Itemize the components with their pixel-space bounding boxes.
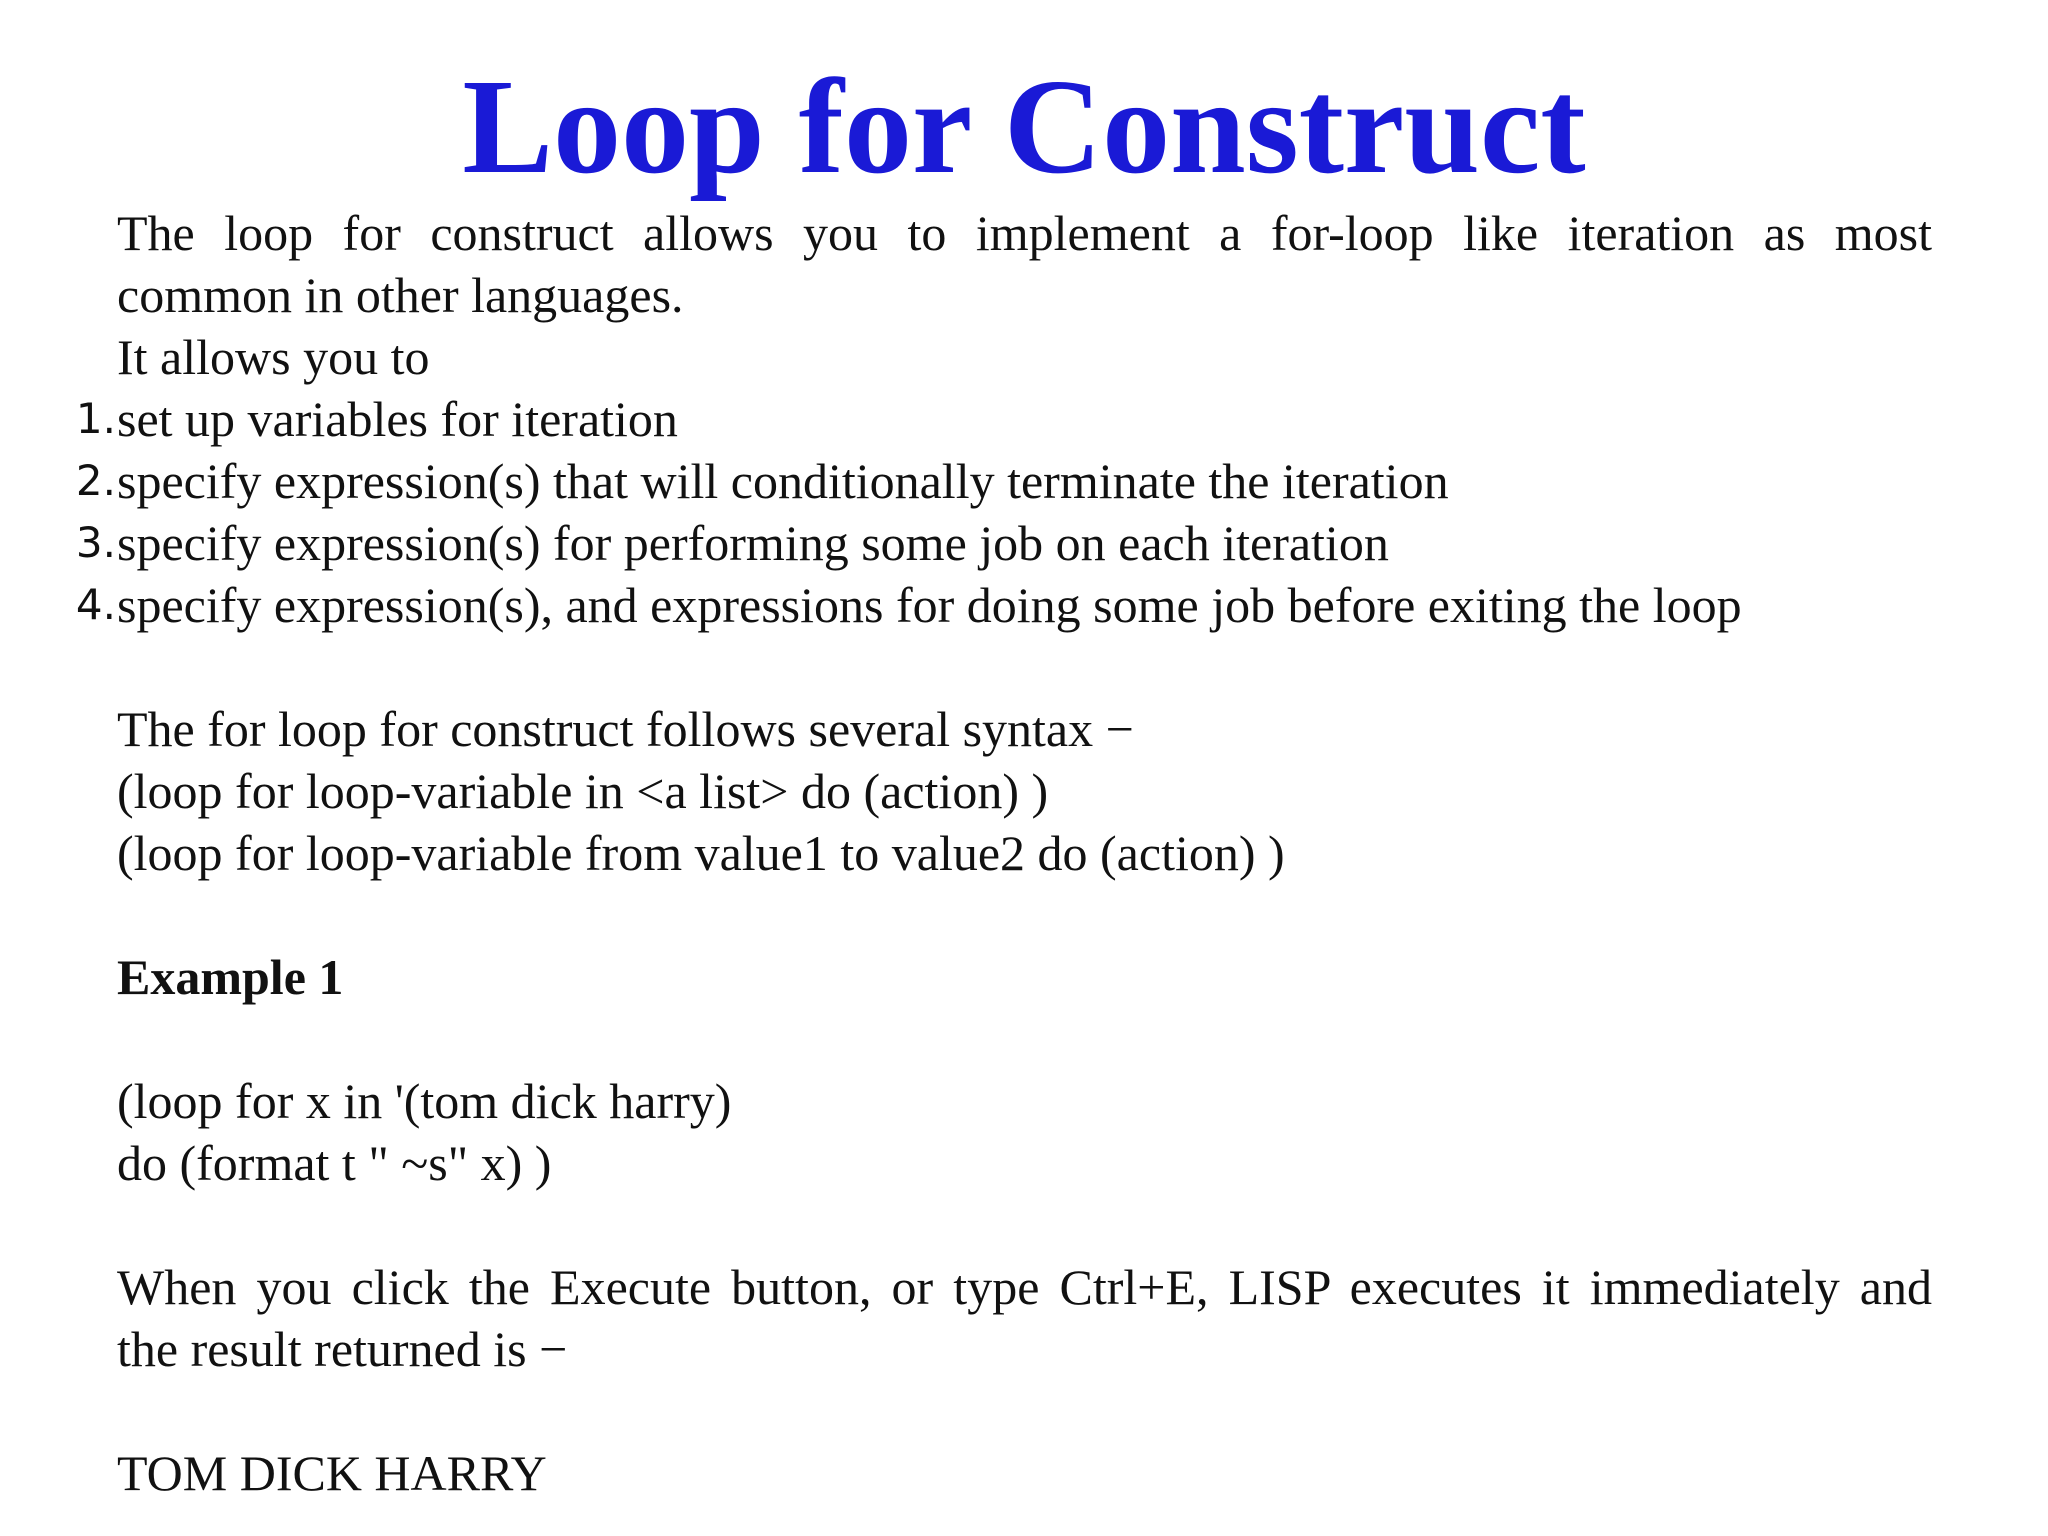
result-output: TOM DICK HARRY (117, 1445, 547, 1501)
list-item-text: specify expression(s) for performing some job on each iteration (117, 515, 1389, 571)
intro-line-1: The loop for construct allows you to implement a for-loop like iteration as most (117, 205, 1932, 261)
spacer (117, 1380, 1932, 1442)
spacer (117, 636, 1932, 698)
syntax-form-2: (loop for loop-variable from value1 to value2 do (action) ) (117, 825, 1285, 881)
list-item-number: 1. (75, 394, 116, 443)
list-item-number: 3. (75, 518, 116, 567)
list-item (75, 512, 1932, 574)
spacer (117, 884, 1932, 946)
slide-body (75, 202, 1932, 1504)
list-item (75, 450, 1932, 512)
intro-line-2: common in other languages. (117, 267, 684, 323)
list-item-number: 4. (75, 580, 116, 629)
list-item (75, 574, 1932, 636)
list-item-text: set up variables for iteration (117, 391, 678, 447)
example-heading: Example 1 (117, 949, 344, 1005)
numbered-list (75, 388, 1932, 636)
example-code-line-1: (loop for x in '(tom dick harry) (117, 1073, 732, 1129)
syntax-intro: The for loop for construct follows several syntax − (117, 701, 1134, 757)
example-code-line-2: do (format t " ~s" x) ) (117, 1135, 552, 1191)
list-item-text: specify expression(s), and expressions for doing some job before exiting the loop (117, 577, 1742, 633)
spacer (117, 1194, 1932, 1256)
list-item-text: specify expression(s) that will conditionally terminate the iteration (117, 453, 1449, 509)
list-item-number: 2. (75, 456, 116, 505)
slide-title: Loop for Construct (462, 52, 1586, 202)
result-line-1: When you click the Execute button, or type Ctrl+E, LISP executes it immediately and (117, 1259, 1932, 1315)
spacer (117, 1008, 1932, 1070)
intro-line-3: It allows you to (117, 329, 430, 385)
syntax-form-1: (loop for loop-variable in <a list> do (action) ) (117, 763, 1049, 819)
result-line-2: the result returned is − (117, 1321, 568, 1377)
list-item (75, 388, 1932, 450)
